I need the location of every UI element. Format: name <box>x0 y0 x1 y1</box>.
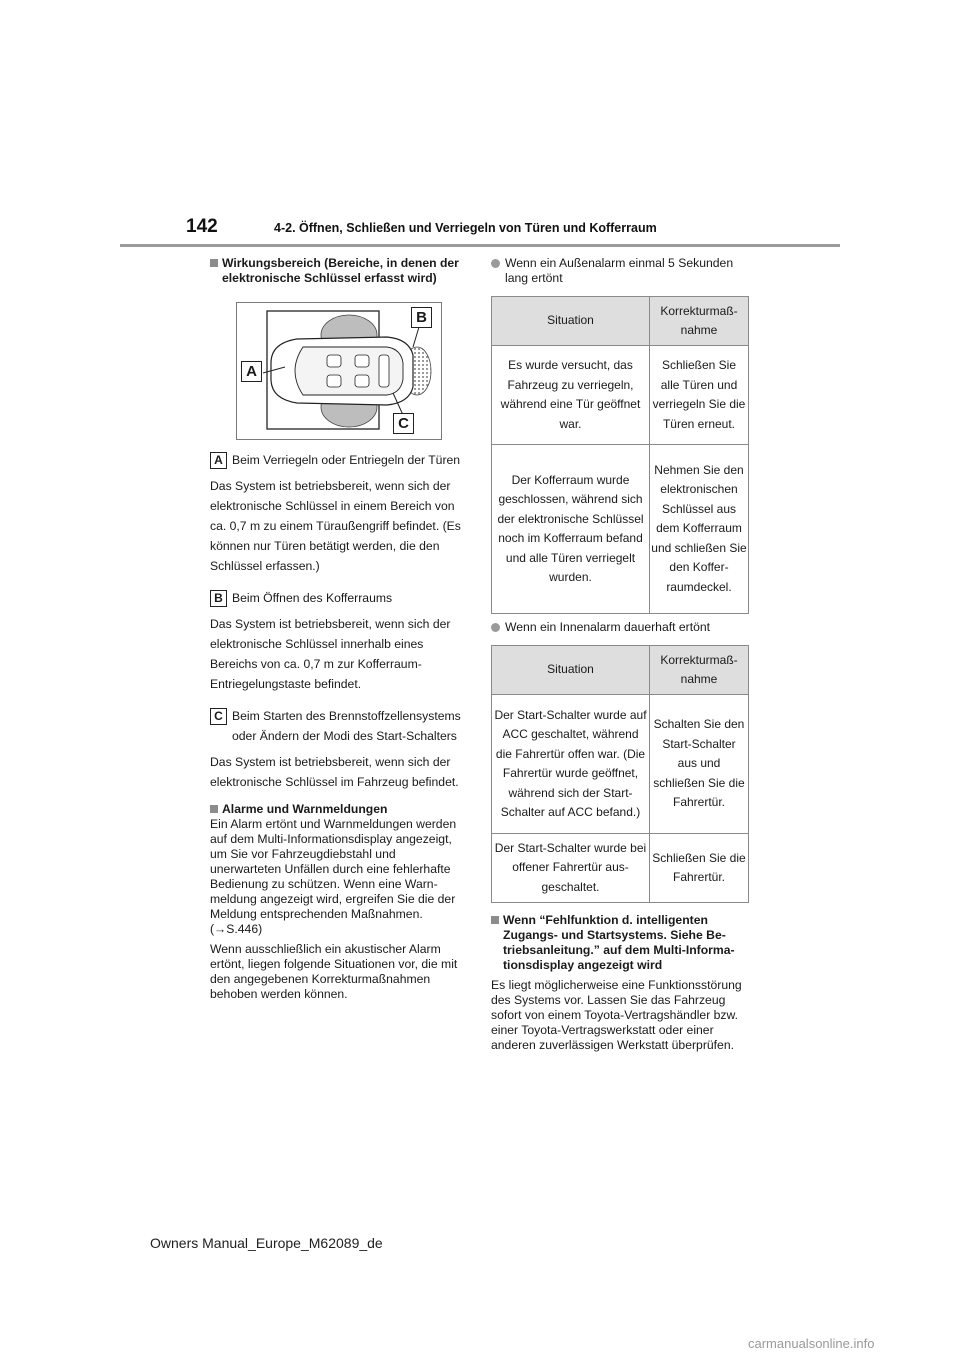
table-cell-action: Nehmen Sie den elektronischen Schlüssel aus dem Kofferraum und schließen Sie den Kofferraumdeckel. <box>650 445 749 614</box>
table-row <box>492 695 749 834</box>
alarm-text: Ein Alarm ertönt und Warnmeldungen werden auf dem Multi-Informationsdisplay angezeigt, um Sie vor Fahrzeugdiebstahl und unerwarteten Unfällen durch eine fehlerhafte Bedienung zu schützen. Wenn eine Warnmeldung angezeigt wird, ergreifen Sie die der Meldung entsprechenden Maßnahmen. (→S.446) <box>210 817 457 936</box>
malfunction-heading-text: Wenn “Fehlfunktion d. intelligenten Zugangs- und Startsystems. Siehe Betriebsanleitung.” auf dem Multi-Informationsdisplay angezeigt wird <box>503 913 735 972</box>
table-row <box>492 834 749 903</box>
text-a: Das System ist betriebsbereit, wenn sich der elektronische Schlüssel in einem Bereich von ca. 0,7 m zu einem Türaußengriff befindet. (Es können nur Türen betätigt werden, die den Schlüssel erfassen.) <box>210 479 461 573</box>
header-rule <box>120 244 840 247</box>
square-bullet-icon <box>210 805 218 813</box>
figure-label-b: B <box>411 307 432 328</box>
table-cell-action: Schließen Sie alle Türen und verriegeln Sie die Türen erneut. <box>650 346 749 445</box>
malfunction-text: Es liegt möglicherweise eine Funktionsstörung des Systems vor. Lassen Sie das Fahrzeug sofort von einem Toyota-Vertragshändler bzw. einer Toyota-Vertragswerkstatt oder einer anderen zuverlässigen Werkstatt überprüfen. <box>491 978 742 1052</box>
table-header-situation: Situation <box>492 646 650 695</box>
legend-box-c: C <box>210 708 227 725</box>
range-heading <box>210 256 466 286</box>
table-header-situation: Situation <box>492 297 650 346</box>
figure-label-c: C <box>393 413 414 434</box>
legend-a <box>210 450 466 470</box>
table-cell-action: Schließen Sie die Fahrertür. <box>650 834 749 903</box>
page-number: 142 <box>186 216 218 237</box>
table-cell-situation: Der Start-Schalter wurde auf ACC geschaltet, während die Fahrertür offen war. (Die Fahrertür wurde geöffnet, während sich der Start-Schalter auf ACC befand.) <box>492 695 650 834</box>
table-cell-situation: Der Kofferraum wurde geschlossen, während sich der elektronische Schlüssel noch im Kofferraum befand und alle Türen verriegelt wurden. <box>492 445 650 614</box>
legend-box-b: B <box>210 590 227 607</box>
inside-alarm-table <box>491 645 749 903</box>
circle-bullet-icon <box>491 259 500 268</box>
table-header-row <box>492 646 749 695</box>
legend-a-text: Beim Verriegeln oder Entriegeln der Türen <box>232 453 461 467</box>
alarm-heading-text: Alarme und Warnmeldungen <box>222 802 388 816</box>
table-cell-situation: Der Start-Schalter wurde bei offener Fahrertür ausgeschaltet. <box>492 834 650 903</box>
table-header-action: Korrekturmaßnahme <box>650 297 749 346</box>
key-range-figure <box>236 302 442 440</box>
circle-bullet-icon <box>491 623 500 632</box>
figure-label-a: A <box>241 361 262 382</box>
inside-alarm-bullet <box>491 620 751 635</box>
alarm-text-2: Wenn ausschließlich ein akustischer Alarm ertönt, liegen folgende Situationen vor, die mit den angegebenen Korrekturmaßnahmen behoben werden können. <box>210 942 458 1001</box>
left-column <box>210 256 466 1002</box>
square-bullet-icon <box>491 916 499 924</box>
text-c: Das System ist betriebsbereit, wenn sich der elektronische Schlüssel im Fahrzeug befindet. <box>210 755 459 789</box>
outside-alarm-text: Wenn ein Außenalarm einmal 5 Sekunden lang ertönt <box>505 256 734 285</box>
outside-alarm-bullet <box>491 256 751 286</box>
legend-c-text: Beim Starten des Brennstoffzellensystems oder Ändern der Modi des Start-Schalters <box>232 709 461 743</box>
table-row <box>492 346 749 445</box>
outside-alarm-table <box>491 296 749 614</box>
malfunction-heading <box>491 913 751 973</box>
table-header-action: Korrekturmaßnahme <box>650 646 749 695</box>
right-column <box>491 256 751 1053</box>
range-heading-text: Wirkungsbereich (Bereiche, in denen der elektronische Schlüssel erfasst wird) <box>222 256 459 285</box>
legend-c <box>210 706 466 746</box>
alarm-heading <box>210 802 466 817</box>
watermark: carmanualsonline.info <box>748 1336 875 1351</box>
text-b: Das System ist betriebsbereit, wenn sich der elektronische Schlüssel innerhalb eines Bereichs von ca. 0,7 m zur Kofferraum-Entriegelungstaste befindet. <box>210 617 451 691</box>
square-bullet-icon <box>210 259 218 267</box>
legend-b-text: Beim Öffnen des Kofferraums <box>232 591 393 605</box>
table-cell-situation: Es wurde versucht, das Fahrzeug zu verriegeln, während eine Tür geöffnet war. <box>492 346 650 445</box>
table-cell-action: Schalten Sie den Start-Schalter aus und schließen Sie die Fahrertür. <box>650 695 749 834</box>
legend-box-a: A <box>210 452 227 469</box>
legend-b <box>210 588 466 608</box>
table-header-row <box>492 297 749 346</box>
table-row <box>492 445 749 614</box>
footer-doc-id: Owners Manual_Europe_M62089_de <box>150 1235 383 1251</box>
inside-alarm-text: Wenn ein Innenalarm dauerhaft ertönt <box>505 620 711 634</box>
chapter-title: 4-2. Öffnen, Schließen und Verriegeln von Türen und Kofferraum <box>274 221 657 235</box>
